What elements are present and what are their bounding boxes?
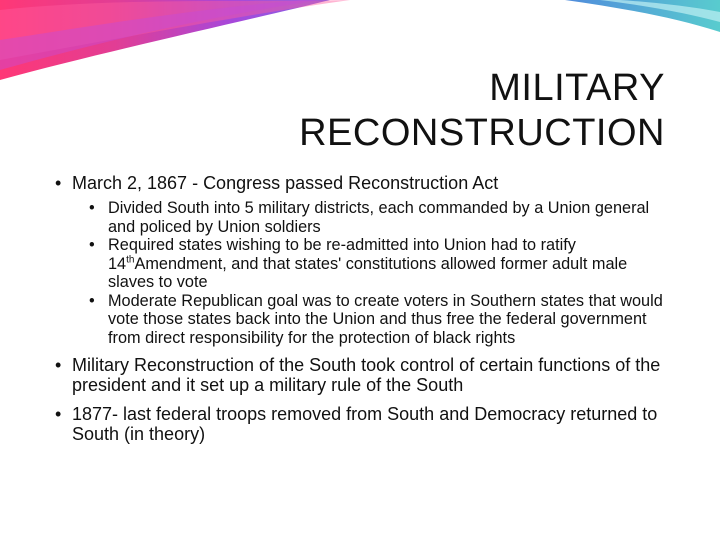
slide-title bbox=[145, 66, 665, 156]
blue-swoosh bbox=[565, 0, 720, 32]
sub-bullet-military-districts bbox=[89, 199, 675, 236]
title-line-2: RECONSTRUCTION bbox=[299, 112, 665, 154]
sub-bullet-text: Moderate Republican goal was to create voters in Southern states that would vote those states back into the Union and thus free the federal government from direct responsibility for the protection of black rights bbox=[108, 291, 663, 347]
bullet-text: Military Reconstruction of the South took control of certain functions of the president and it set up a military rule of the South bbox=[72, 355, 661, 395]
bullet-text: March 2, 1867 - Congress passed Reconstruction Act bbox=[72, 173, 499, 193]
sub-bullet-14th-amendment bbox=[89, 236, 675, 292]
sub-bullet-republican-goal bbox=[89, 291, 675, 348]
bullet-icon: • bbox=[89, 291, 95, 310]
bullet-icon: • bbox=[55, 404, 62, 424]
sub-bullet-text: Divided South into 5 military districts, each commanded by a Union general and policed by Union soldiers bbox=[108, 199, 650, 236]
bullet-troops-removed bbox=[55, 404, 675, 444]
bullet-icon: • bbox=[55, 355, 62, 375]
bullet-icon: • bbox=[55, 173, 62, 193]
slide-body bbox=[55, 173, 675, 453]
title-line-1: MILITARY bbox=[489, 67, 665, 109]
bullet-text: 1877- last federal troops removed from South and Democracy returned to South (in theory) bbox=[72, 404, 658, 444]
superscript: th bbox=[126, 254, 135, 266]
bullet-icon: • bbox=[89, 199, 95, 217]
bullet-icon: • bbox=[89, 236, 95, 254]
sub-bullet-text-post: Amendment, and that states' constitutions allowed former adult male slaves to vote bbox=[108, 254, 628, 291]
sub-bullet-list bbox=[55, 199, 675, 347]
bullet-reconstruction-act bbox=[55, 173, 675, 193]
sub-bullet-text-pre: Required states wishing to be re-admitted into Union had to ratify 14 bbox=[108, 236, 576, 273]
bullet-military-rule bbox=[55, 355, 675, 395]
